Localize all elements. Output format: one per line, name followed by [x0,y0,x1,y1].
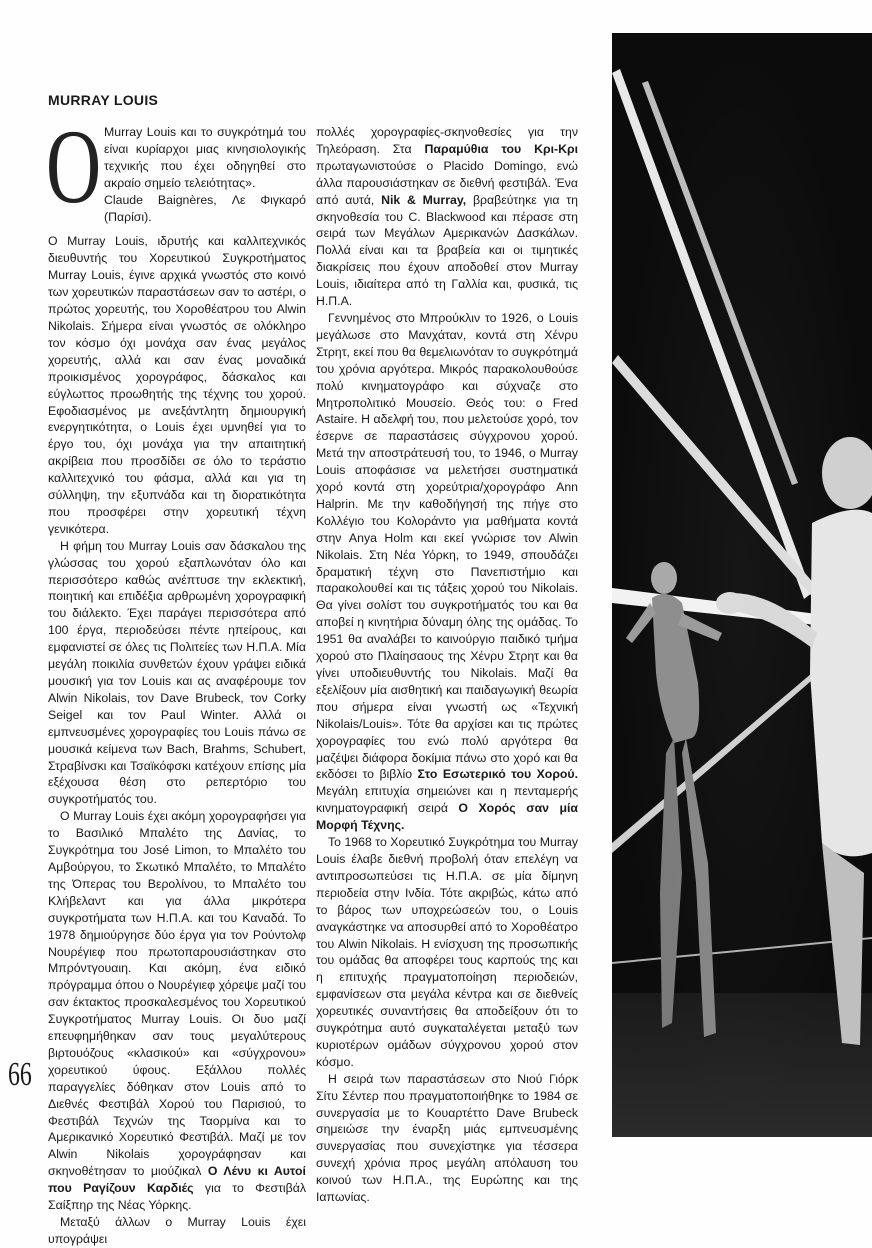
page-number: 66 [8,1056,32,1093]
drop-cap: Ο [46,108,102,225]
dance-photo [612,33,872,1137]
tv-title: Παραμύθια του Κρι-Κρι [424,141,578,156]
quote-text: Murray Louis και το συγκρότημά του είναι κυρίαρχοι μιας κινησιολογικής τεχνικής που έχει οδηγηθεί στο ακραίο σημείο τελειότητας». [104,125,306,190]
article-heading: MURRAY LOUIS [48,92,159,108]
paragraph: Η φήμη του Murray Louis σαν δάσκαλου της γλώσσας του χορού εξαπλωνόταν όλο και περισσότερο καθώς ανέπτυσε την εκλεκτική, ποιητική και επιδέξια αρθρωμένη χορογραφική του διάλεκτο. Έχει παράγει περισσότερα από 100 έργα, περιοδεύσει πέντε ηπείρους, και εμφανιστεί σε όλες τις Πολιτείες των Η.Π.Α. Μία μεγάλη ποικιλία συνθετών έχουν γράψει ειδικά μουσική για τον Louis και ας αναφέρουμε τον Alwin Nikolais, τον Dave Brubeck, τον Corky Seigel και τον Paul Winter. Αλλά οι εμπνευσμένες χορογραφίες του Louis πάνω σε μουσικά κείμενα των Bach, Brahms, Schubert, Στραβίνσκι και Τσαϊκόφσκι κατέχουν επίσης μία εξέχουσα θέση στο ρεπερτόριο του συγκροτήματός του. [48,538,306,807]
paragraph [48,808,306,1214]
paragraph-text: πολλές χορογραφίες-σκηνοθεσίες για την Τηλεόραση. Στα [316,125,578,156]
book-title: Στο Εσωτερικό του Χορού. [417,767,579,782]
film-series-title: Ο Χορός σαν μία Μορφή Τέχνης. [316,801,578,833]
paragraph: Ο Murray Louis, ιδρυτής και καλλιτεχνικός διευθυντής του Χορευτικού Συγκροτήματος Murray Louis, έγινε αρχικά γνωστός στο κοινό των χορευτικών παραστάσεων σαν το αστέρι, ο πρώτος χορευτής, του Χοροθέατρου του Alwin Nikolais. Σήμερα είναι γνωστός σε ολόκληρο τον κόσμο όχι μονάχα σαν ένας μεγάλος χορευτής, αλλά και σαν ένας μοναδικά προικισμένος χορογράφος, δάσκαλος και εύγλωττος προωθητής της τέχνης του χορού. Εφοδιασμένος με ανεξάντλητη δημιουργική ενεργητικότητα, ο Louis έχει υμνηθεί για το έργο του, όχι μονάχα για την απαιτητική ακρίβεια που προσδίδει σε όλο το τεράστιο καλλιτεχνικό του φάσμα, αλλά και για τη σύλληψη, την εξυπνάδα και τη διορατικότητα που προσφέρει στην χορευτική τέχνη γενικότερα. [48,234,306,536]
paragraph-text: Ο Murray Louis έχει ακόμη χορογραφήσει για το Βασιλικό Μπαλέτο της Δανίας, το Συγκρότημα του José Limon, το Μπαλέτο του Αμβούργου, το Σκωτικό Μπαλέτο, το Μπαλέτο της Όπερας του Βερολίνου, το Μπαλέτο του Κλήβελαντ και για άλλα μικρότερα συγκροτήματα των Η.Π.Α. και του Καναδά. Το 1978 δημιούργησε δύο έργα για τον Ρούντολφ Νουρέγιεφ που πρωτοπαρουσιάστηκαν στο Μπρόντγουαιη. Και ακόμη, ένα ειδικό πρόγραμμα όπου ο Νουρέγιεφ χόρεψε μαζί του σαν έκτακτος προσκαλεσμένος του Χορευτικού Συγκροτήματος Murray Louis. Οι δυο μαζί επευφημήθηκαν σαν τους μεγαλύτερους βιρτουόζους «κλασικού» και «σύγχρονου» χορευτικού ύφους. Εξάλλου πολλές παραγγελίες δόθηκαν στον Louis από το Διεθνές Φεστιβάλ Χορού του Παρισιού, το Φεστιβάλ Τεχνών της Ταορμίνα και το Αμερικανικό Χορευτικό Φεστιβάλ. Μαζί με τον Alwin Nikolais χορογράφησαν και σκηνοθέτησαν το μιούζικαλ [48,809,306,1179]
paragraph-text: πρωταγωνιστούσε ο Placido Domingo, ενώ άλλα παρουσιάστηκαν σε διεθνή φεστιβάλ. Ένα από αυτά, [316,158,578,207]
film-title: Nik & Murray, [381,192,467,207]
paragraph-text: Γεννημένος στο Μπρούκλιν το 1926, ο Louis μεγάλωσε στο Μανχάταν, κοντά στη Χένρυ Στρητ, εκεί που θα θεμελιωνόταν το συγκρότημά του χρόνια αργότερα. Μικρός παρακολουθούσε πολύ κινηματογράφο και σύχναζε στο Μητροπολιτικό Μουσείο. Θεός του: ο Fred Astaire. Η αδελφή του, που μελετούσε χορό, τον έσερνε σε παραστάσεις σύγχρονου χορού. Μετά την αποστράτευσή του, το 1946, ο Murray Louis αποφάσισε να μελετήσει συστηματικά χορό κοντά στη χορεύτρια/χορογράφο Ann Halprin. Με την καθοδήγησή της πήγε στο Κολλέγιο του Κολοράντο για μαθήματα κοντά στην Anya Holm και εκεί γνώρισε τον Alwin Nikolais. Στη Νέα Υόρκη, το 1949, σπουδάζει δραματική τέχνη στο Πανεπιστήμιο και παρακολουθεί και τις τάξεις χορού του Nikolais. Θα γίνει σολίστ του συγκροτήματός του και θα αποβεί η κινητήρια δύναμη όλης της ομάδας. Το 1951 θα αναλάβει το καινούργιο παιδικό τμήμα χορού στο Πλαίησαους της Χένρυ Στρητ και θα γίνει υποδιευθυντής του Nikolais. Μαζί θα εξελίξουν μία αισθητική και παιδαγωγική θεωρία που σήμερα είναι γνωστή ως «Τεχνική Nikolais/Louis». Τότε θα αρχίσει και τις πρώτες χορογραφίες του ενώ πολύ αργότερα θα μαζέψει διάφορα δοκίμια πάνω στο χορό και θα εκδόσει το βιβλίο [316,310,578,782]
middle-column [316,124,578,1206]
paragraph: Η σειρά των παραστάσεων στο Νιού Γιόρκ Σίτυ Σέντερ που πραγματοποιήθηκε το 1984 σε συνεργασία με το Κουαρτέττο Dave Brubeck σημειώσε την έναρξη μιάς εμπνευσμένης συνεργασίας που συνεχίστηκε για τέσσερα συνεχή χρόνια προς μεγάλη απόλαυση του κοινού των Η.Π.Α., της Ευρώπης και της Ιαπωνίας. [316,1071,578,1205]
dance-photo-graphic [612,33,872,1137]
paragraph: Μεταξύ άλλων ο Murray Louis έχει υπογράψει [48,1215,306,1246]
paragraph-text: βραβεύτηκε για τη σκηνοθεσία του C. Blackwood και πέρασε στη σειρά των Μεγάλων Αμερικανών Δασκάλων. Πολλά είναι και τα βραβεία και οι τιμητικές διακρίσεις που έχουν αποδοθεί στον Murray Louis, ιδιαίτερα από τη Γαλλία και, φυσικά, τις Η.Π.Α. [316,192,579,309]
paragraph [316,310,578,834]
paragraph-text: για το Φεστιβάλ Σαίξπηρ της Νέας Υόρκης. [48,1181,306,1213]
left-column [46,108,306,1248]
paragraph: Το 1968 το Χορευτικό Συγκρότημα του Murray Louis έλαβε διεθνή προβολή όταν επελέγη να αντιπροσωπεύσει τις Η.Π.Α. σε μία δίμηνη περιοδεία στην Ινδία. Τότε ακριβώς, κάτω από το βάρος των υποχρεώσεών του, ο Louis αναγκάστηκε να αποσυρθεί από το Χοροθέατρο του Alwin Nikolais. Η ενίσχυση της προσωπικής του ομάδας θα αποφέρει τους καρπούς της και η επιτυχής πραγματοποίηση περιοδειών, εμφανίσεων στα μεγάλα κέντρα και σε διεθνείς χορευτικές συναντήσεις θα αποδείξουν ότι το συγκρότημα αυτό συγκαταλέγεται μεταξύ των κυριοτέρων ομάδων σύγχρονου χορού στον κόσμο. [316,835,578,1069]
opening-quote [46,108,306,225]
paragraph-text: Μεγάλη επιτυχία σημειώνει και η πενταμερής κινηματογραφική σειρά [316,784,578,816]
paragraph [316,124,578,310]
musical-title: Ο Λένυ κι Αυτοί που Ραγίζουν Καρδιές [48,1164,306,1196]
quote-attribution: Claude Baignères, Λε Φιγκαρό (Παρίσι). [104,192,306,224]
